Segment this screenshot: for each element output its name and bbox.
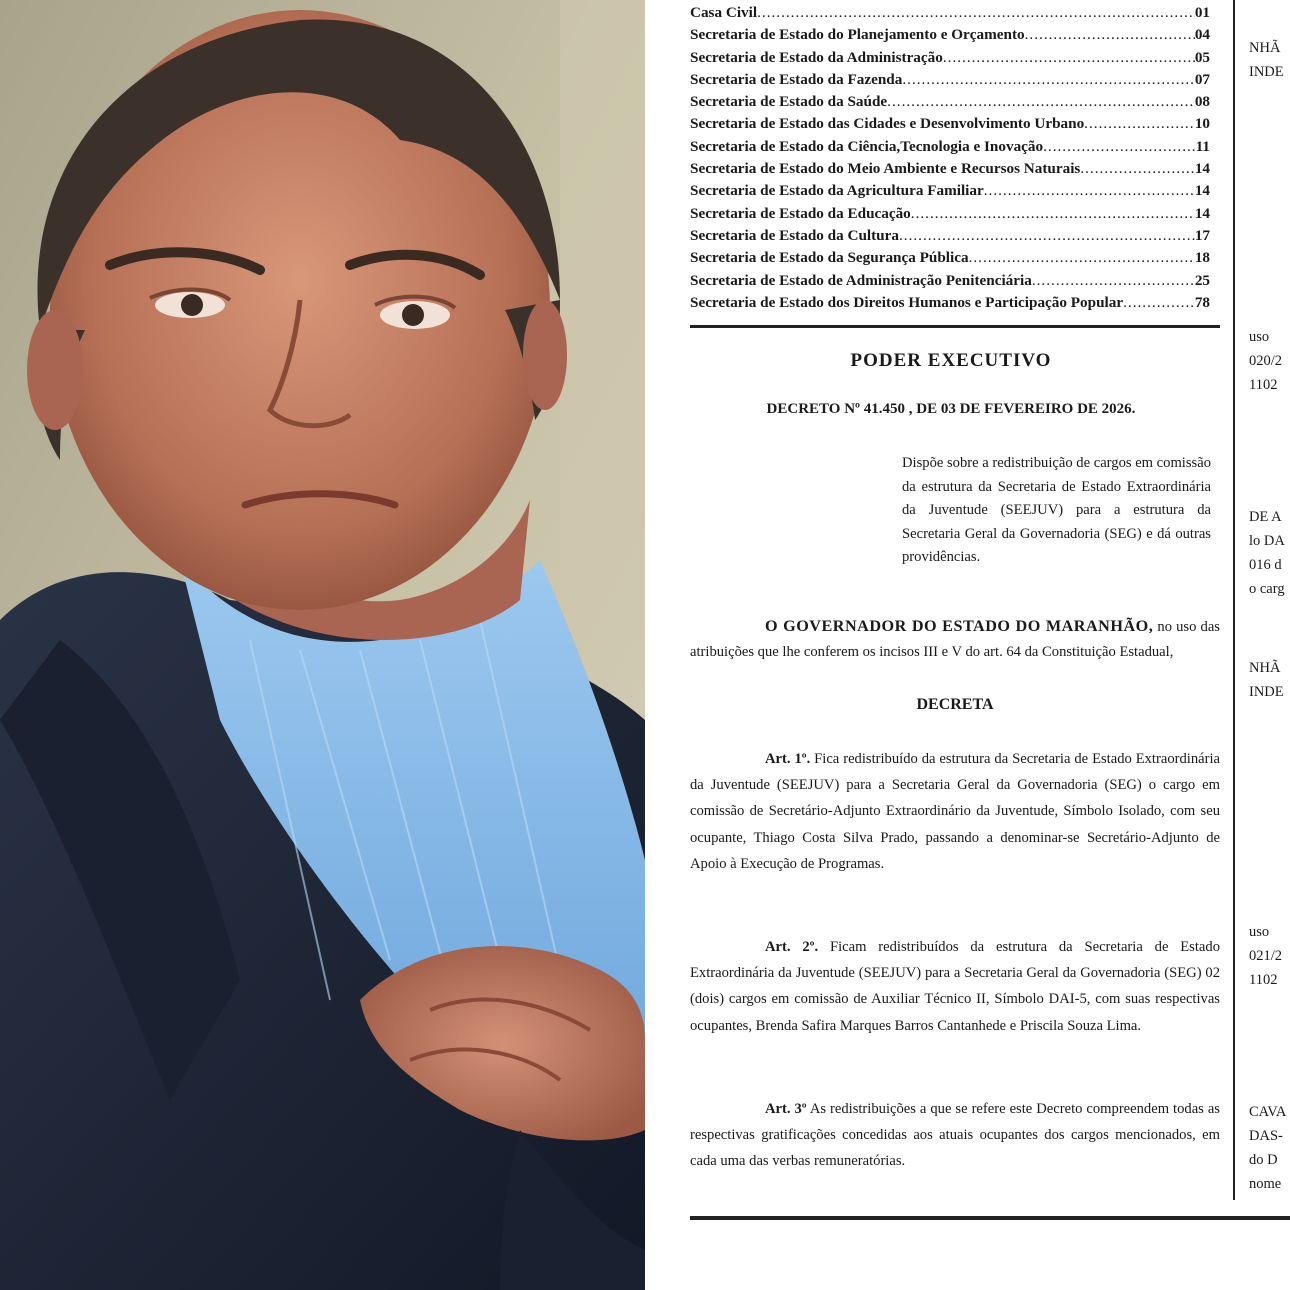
toc-entry: [690, 182, 1210, 204]
toc-entry-page: 04: [1194, 26, 1210, 44]
toc-entry-label: Secretaria de Estado de Administração Penitenciária: [690, 271, 1032, 289]
column-text-fragment: CAVA: [1249, 1104, 1287, 1120]
toc-entry-page: 10: [1194, 115, 1210, 133]
governor-heading: O GOVERNADOR DO ESTADO DO MARANHÃO,: [765, 617, 1154, 635]
official-gazette-page: [645, 0, 1290, 1290]
column-text-fragment: 016 d: [1249, 557, 1282, 573]
toc-entry-label: Secretaria de Estado da Cultura: [690, 226, 899, 244]
toc-bottom-rule: [690, 325, 1220, 328]
article-text: Fica redistribuído da estrutura da Secretaria de Estado Extraordinária da Juventude (SEEJUV) para a Secretaria Geral da Governadoria (SEG) o cargo em comissão de Secretário-Adjunto Extraordinário da Juventude, Símbolo Isolado, com seu ocupante, Thiago Costa Silva Prado, passando a denominar-se Secretário-Adjunto de Apoio à Execução de Programas.: [690, 751, 1220, 872]
toc-entry-page: 01: [1194, 4, 1210, 21]
toc-entry-label: Secretaria de Estado da Fazenda: [690, 70, 903, 88]
preamble-text: no uso das atribuições que lhe conferem os incisos III e V do art. 64 da Constituição Estadual,: [690, 619, 1220, 660]
article-label: Art. 1º.: [765, 751, 811, 767]
column-text-fragment: uso: [1249, 924, 1270, 940]
article-text: As redistribuições a que se refere este Decreto compreendem todas as respectivas gratificações concedidas aos atuais ocupantes dos cargos mencionados, em cada uma das verbas remuneratórias.: [690, 1101, 1220, 1170]
toc-entry: [690, 205, 1210, 227]
toc-leader-dots: [943, 49, 1195, 67]
column-text-fragment: NHÃ: [1249, 660, 1281, 676]
column-text-fragment: 1102: [1249, 972, 1278, 988]
column-text-fragment: INDE: [1249, 684, 1284, 700]
toc-leader-dots: [969, 249, 1195, 267]
toc-entry-page: 08: [1194, 93, 1210, 111]
toc-entry: [690, 160, 1210, 182]
section-title: PODER EXECUTIVO: [850, 350, 1052, 371]
toc-entry-label: Secretaria de Estado das Cidades e Desenvolvimento Urbano: [690, 115, 1085, 133]
toc-entry: [690, 4, 1210, 26]
table-of-contents: [690, 4, 1210, 316]
article-3: [690, 1096, 1220, 1175]
toc-entry-page: 05: [1194, 48, 1210, 66]
toc-entry-page: 07: [1194, 70, 1210, 88]
column-text-fragment: o carg: [1249, 581, 1285, 597]
toc-entry-label: Secretaria de Estado da Administração: [690, 48, 943, 66]
column-text-fragment: 1102: [1249, 377, 1278, 393]
column-text-fragment: lo DA: [1249, 533, 1285, 549]
toc-entry-page: 17: [1194, 226, 1210, 244]
toc-leader-dots: [1043, 138, 1196, 156]
column-text-fragment: INDE: [1249, 64, 1284, 80]
column-text-fragment: uso: [1249, 329, 1270, 345]
toc-entry-page: 78: [1194, 293, 1210, 311]
toc-entry: [690, 227, 1210, 249]
column-text-fragment: DE A: [1249, 509, 1282, 525]
toc-leader-dots: [1032, 272, 1195, 290]
toc-entry-label: Secretaria de Estado da Saúde: [690, 93, 888, 111]
column-text-fragment: 020/2: [1249, 353, 1283, 369]
toc-entry-page: 11: [1195, 137, 1210, 155]
toc-entry-label: Secretaria de Estado da Ciência,Tecnologia e Inovação: [690, 137, 1044, 155]
toc-entry: [690, 115, 1210, 137]
toc-entry: [690, 71, 1210, 93]
toc-entry-page: 25: [1194, 271, 1210, 289]
toc-entry-label: Secretaria de Estado do Planejamento e Orçamento: [690, 26, 1025, 44]
toc-entry: [690, 272, 1210, 294]
article-text: Ficam redistribuídos da estrutura da Secretaria de Estado Extraordinária da Juventude (SEEJUV) para a Secretaria Geral da Governadoria (SEG) 02 (dois) cargos em comissão de Auxiliar Técnico II, Símbolo DAI-5, com suas respectivas ocupantes, Brenda Safira Marques Barros Cantanhede e Priscila Souza Lima.: [690, 939, 1220, 1034]
toc-entry: [690, 49, 1210, 71]
toc-entry-label: Secretaria de Estado dos Direitos Humanos e Participação Popular: [690, 293, 1124, 311]
toc-entry-label: Secretaria de Estado da Segurança Pública: [690, 249, 969, 267]
article-2: [690, 934, 1220, 1039]
page-bottom-rule: [690, 1216, 1290, 1220]
toc-entry-page: 18: [1194, 249, 1210, 267]
column-text-fragment: NHÃ: [1249, 40, 1281, 56]
toc-entry: [690, 26, 1210, 48]
toc-leader-dots: [1080, 160, 1194, 178]
toc-leader-dots: [757, 4, 1195, 22]
decree-summary: Dispõe sobre a redistribuição de cargos em comissão da estrutura da Secretaria de Estado Extraordinária da Juventude (SEEJUV) para a estrutura da Secretaria Geral da Governadoria (SEG) e dá outras providências.: [902, 455, 1211, 565]
toc-leader-dots: [1084, 115, 1195, 133]
toc-leader-dots: [887, 93, 1195, 111]
toc-entry-page: 14: [1194, 160, 1210, 178]
decree-title: DECRETO Nº 41.450 , DE 03 DE FEVEREIRO DE 2026.: [766, 401, 1136, 417]
toc-leader-dots: [1025, 26, 1195, 44]
toc-entry-label: Secretaria de Estado da Educação: [690, 204, 911, 222]
article-label: Art. 2º.: [765, 939, 819, 955]
toc-entry: [690, 294, 1210, 316]
toc-leader-dots: [1123, 294, 1195, 312]
column-divider: [1233, 0, 1235, 1200]
toc-entry-label: Secretaria de Estado do Meio Ambiente e Recursos Naturais: [690, 160, 1081, 178]
article-label: Art. 3º: [765, 1101, 807, 1117]
toc-leader-dots: [902, 71, 1194, 89]
toc-leader-dots: [911, 205, 1195, 223]
toc-entry: [690, 93, 1210, 115]
column-text-fragment: DAS-: [1249, 1128, 1283, 1144]
toc-entry-label: Casa Civil: [690, 4, 758, 21]
toc-entry-label: Secretaria de Estado da Agricultura Familiar: [690, 182, 984, 200]
toc-entry-page: 14: [1194, 204, 1210, 222]
toc-entry: [690, 138, 1210, 160]
toc-leader-dots: [984, 182, 1195, 200]
article-1: [690, 746, 1220, 877]
column-text-fragment: do D: [1249, 1152, 1278, 1168]
column-text-fragment: nome: [1249, 1176, 1282, 1192]
toc-entry-page: 14: [1194, 182, 1210, 200]
decreta-heading: DECRETA: [916, 696, 994, 713]
preamble: [690, 614, 1220, 665]
toc-entry: [690, 249, 1210, 271]
toc-leader-dots: [899, 227, 1195, 245]
column-text-fragment: 021/2: [1249, 948, 1283, 964]
